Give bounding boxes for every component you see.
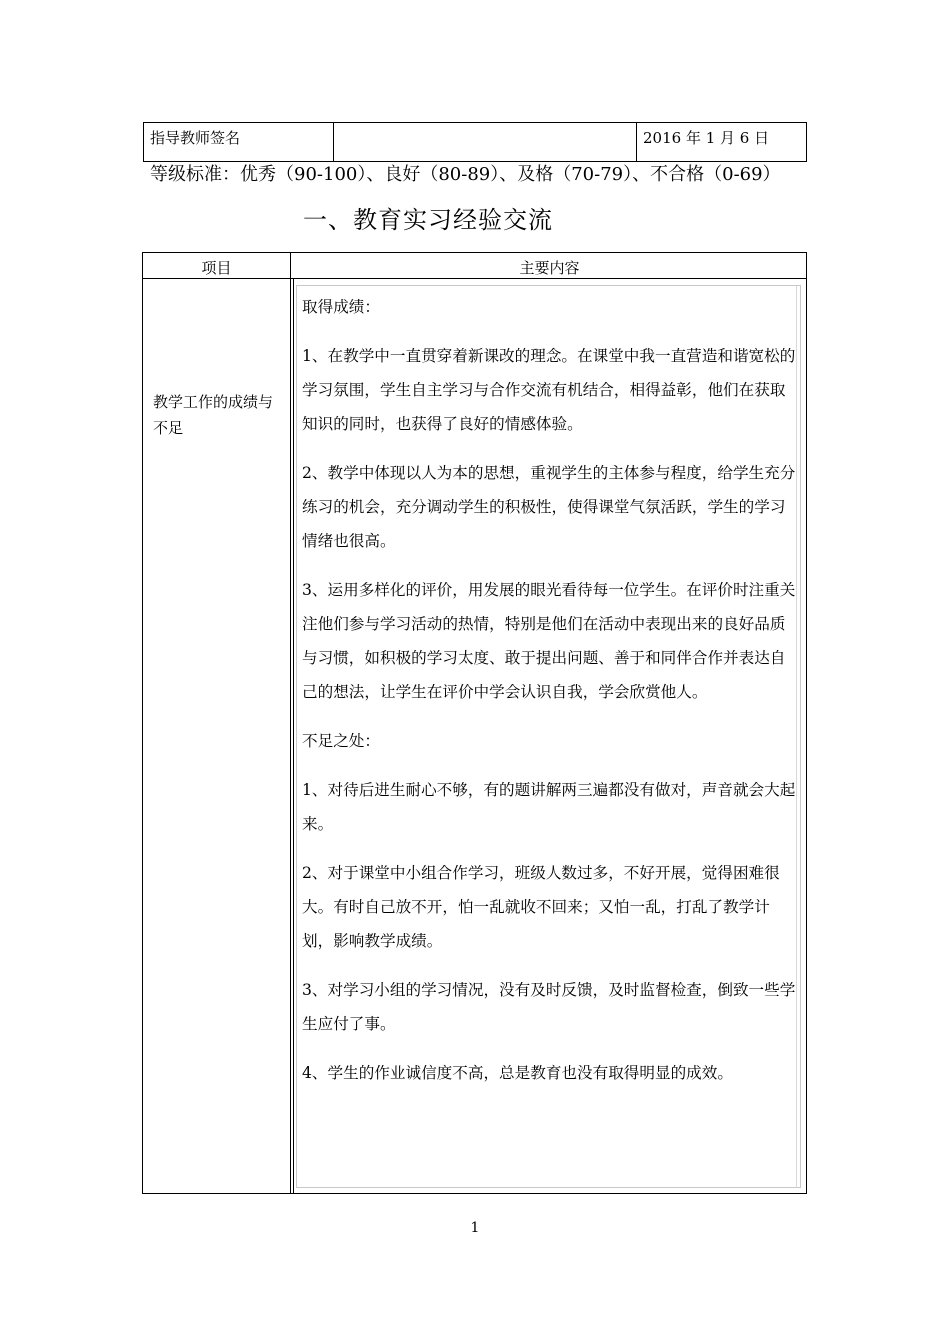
signature-label: 指导教师签名: [144, 123, 334, 162]
experience-table: [142, 252, 807, 1194]
paragraph: 4、学生的作业诚信度不高，总是教育也没有取得明显的成效。: [302, 1064, 733, 1082]
paragraph: 1、对待后进生耐心不够，有的题讲解两三遍都没有做对，声音就会大起来。: [302, 781, 796, 833]
header-item: 项目: [201, 259, 232, 277]
paragraph: 1、在教学中一直贯穿着新课改的理念。在课堂中我一直营造和谐宽松的学习氛围，学生自主学习与合作交流有机结合，相得益彰，他们在获取知识的同时，也获得了良好的情感体验。: [302, 347, 796, 433]
signature-field[interactable]: [334, 123, 637, 162]
paragraph: 取得成绩：: [302, 298, 380, 316]
paragraph: 3、运用多样化的评价，用发展的眼光看待每一位学生。在评价时注重关注他们参与学习活动的热情，特别是他们在活动中表现出来的良好品质与习惯，如积极的学习太度、敢于提出问题、善于和同伴合作并表达自己的想法，让学生在评价中学会认识自我，学会欣赏他人。: [302, 581, 796, 701]
paragraph: 3、对学习小组的学习情况，没有及时反馈，及时监督检查，倒致一些学生应付了事。: [302, 981, 796, 1033]
paragraph: 2、教学中体现以人为本的思想，重视学生的主体参与程度，给学生充分练习的机会，充分调动学生的积极性，使得课堂气氛活跃，学生的学习情绪也很高。: [302, 464, 796, 550]
paragraph: 2、对于课堂中小组合作学习，班级人数过多，不好开展，觉得困难很大。有时自己放不开，怕一乱就收不回来；又怕一乱，打乱了教学计划，影响教学成绩。: [302, 864, 780, 950]
grade-standard: 等级标准：优秀（90-100）、良好（80-89）、及格（70-79）、不合格（0-69）: [150, 164, 781, 185]
paragraph: 不足之处：: [302, 732, 380, 750]
page-number: 1: [470, 1220, 480, 1236]
column-divider: [290, 253, 291, 1193]
signature-date: 2016 年 1 月 6 日: [637, 123, 807, 162]
header-content: 主要内容: [519, 259, 580, 277]
supervisor-signature-table: [143, 122, 807, 162]
content-frame: [296, 285, 801, 1188]
column-divider-double: [293, 279, 294, 1193]
main-content: [302, 290, 797, 1105]
item-label: 教学工作的成绩与不足: [153, 393, 274, 437]
section-title: 一、教育实习经验交流: [303, 206, 553, 234]
table-header-row: [143, 253, 806, 279]
